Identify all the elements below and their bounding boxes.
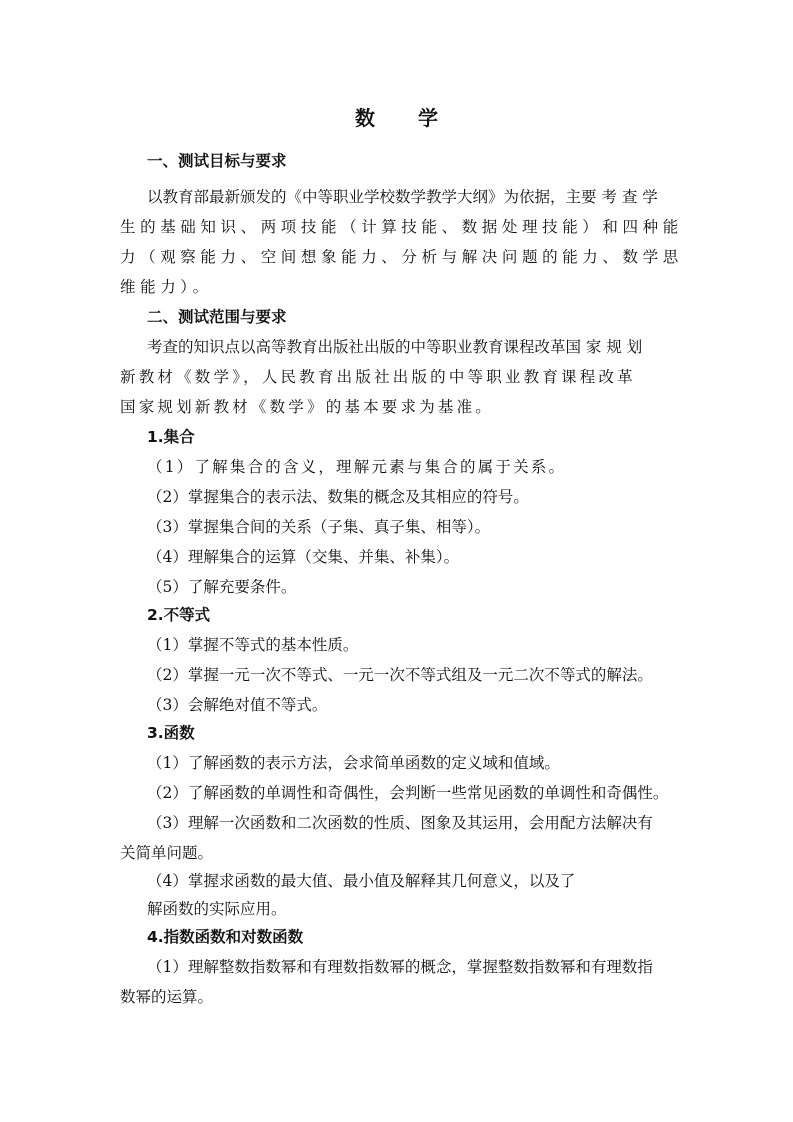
list-item: （2）掌握一元一次不等式、一元一次不等式组及一元二次不等式的解法。 <box>147 666 653 684</box>
list-item: 解函数的实际应用。 <box>147 900 287 918</box>
list-item: （5）了解充要条件。 <box>147 578 297 596</box>
list-item: （4）掌握求函数的最大值、最小值及解释其几何意义，以及了 <box>147 872 576 890</box>
list-item: （2）了解函数的单调性和奇偶性，会判断一些常见函数的单调性和奇偶性。 <box>147 784 669 802</box>
paragraph-line: 力（观察能力、空间想象能力、分析与解决问题的能力、数学思 <box>120 248 683 266</box>
topic-heading-sets: 1.集合 <box>147 428 195 446</box>
list-item: （1）理解整数指数幂和有理数指数幂的概念，掌握整数指数幂和有理数指 <box>147 958 653 976</box>
list-item: 关简单问题。 <box>120 844 214 862</box>
topic-heading-exponential-log: 4.指数函数和对数函数 <box>147 928 304 946</box>
topic-heading-functions: 3.函数 <box>147 724 195 742</box>
list-item: （1）了解函数的表示方法，会求简单函数的定义域和值域。 <box>147 754 560 772</box>
list-item: （2）掌握集合的表示法、数集的概念及其相应的符号。 <box>147 488 529 506</box>
list-item: （3）会解绝对值不等式。 <box>147 696 328 714</box>
list-item: （4）理解集合的运算（交集、并集、补集）。 <box>147 548 460 566</box>
paragraph-line: 新教材《数学》，人民教育出版社出版的中等职业教育课程改革 <box>120 368 636 386</box>
paragraph-line: 国家规划新教材《数学》的基本要求为基准。 <box>120 398 495 416</box>
paragraph-line: 维能力）。 <box>120 278 213 296</box>
section-heading-scope: 二、测试范围与要求 <box>147 308 287 326</box>
paragraph-line: 以教育部最新颁发的《中等职业学校数学教学大纲》为依据，主要 考 查 学 <box>147 188 658 206</box>
paragraph-line: 生的基础知识、两项技能（计算技能、数据处理技能）和四种能 <box>120 218 683 236</box>
list-item: （1）掌握不等式的基本性质。 <box>147 636 359 654</box>
paragraph-line: 考查的知识点以高等教育出版社出版的中等职业教育课程改革国 家 规 划 <box>147 338 643 356</box>
list-item: （3）掌握集合间的关系（子集、真子集、相等）。 <box>147 518 491 536</box>
document-title: 数 学 <box>355 106 456 130</box>
section-heading-goals: 一、测试目标与要求 <box>147 152 287 170</box>
list-item: 数幂的运算。 <box>120 988 214 1006</box>
list-item: （1）了解集合的含义，理解元素与集合的属于关系。 <box>147 458 567 476</box>
topic-heading-inequalities: 2.不等式 <box>147 606 211 624</box>
list-item: （3）理解一次函数和二次函数的性质、图象及其运用，会用配方法解决有 <box>147 814 653 832</box>
